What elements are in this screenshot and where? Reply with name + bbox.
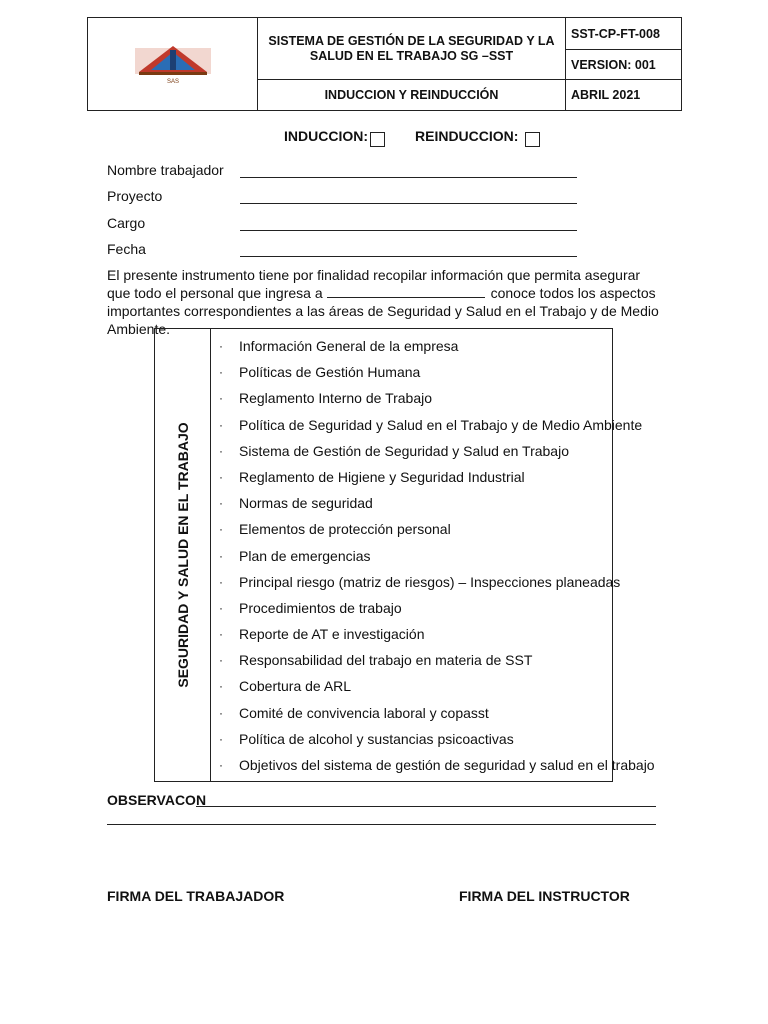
nombre-trabajador-field[interactable] [240,177,577,178]
topic-item-label: Política de alcohol y sustancias psicoactivas [239,730,514,747]
topic-item [211,412,643,438]
topic-item-label: Información General de la empresa [239,338,459,354]
topic-item [211,700,612,726]
cargo-label: Cargo [107,215,146,231]
topic-item [211,673,612,699]
company-logo [133,42,213,86]
topic-item-label: Normas de seguridad [239,495,373,512]
topic-item [211,752,655,778]
bullet-icon: · [219,627,223,642]
topic-item [211,385,612,411]
topic-item-label: Plan de emergencias [239,547,371,564]
intro-text-part1: El presente instrumento tiene por finalidad recopilar información que permita asegurar que todo el personal que ingresa a [107,267,641,301]
bullet-icon: · [219,417,223,432]
topic-item-label: Comité de convivencia laboral y copasst [239,704,489,721]
bullet-icon: · [219,522,223,537]
topic-item [211,333,612,359]
bullet-icon: · [219,365,223,380]
intro-text-part2: conoce todos los aspectos importantes correspondientes a las áreas de Seguridad y Salud en el Trabajo y de Medio Ambiente. [107,285,659,337]
topic-item [211,726,612,752]
topic-item-label: Reporte de AT e investigación [239,626,425,643]
observations-line-1[interactable] [196,806,656,807]
topic-item-label: Sistema de Gestión de Seguridad y Salud en Trabajo [239,442,569,459]
topics-side-label: SEGURIDAD Y SALUD EN EL TRABAJO [175,422,191,688]
topic-item [211,595,612,621]
bullet-icon: · [219,653,223,668]
topic-item-label: Reglamento Interno de Trabajo [239,390,433,407]
topic-item-label: Reglamento de Higiene y Seguridad Industrial [239,468,525,485]
proyecto-label: Proyecto [107,188,163,204]
logo-tower [170,50,176,70]
bullet-icon: · [219,339,223,353]
reinduccion-label: REINDUCCION: [415,128,519,144]
proyecto-field[interactable] [240,203,577,204]
reinduccion-checkbox[interactable] [525,132,540,147]
fecha-field[interactable] [240,256,577,257]
induccion-checkbox[interactable] [370,132,385,147]
topic-item [211,647,612,673]
induccion-label: INDUCCION: [284,128,368,144]
topic-item [211,490,612,516]
topics-list [211,333,655,778]
topic-item-label: Responsabilidad del trabajo en materia de SST [239,652,533,669]
nombre-trabajador-label: Nombre trabajador [107,162,224,178]
header-table [87,17,682,111]
document-title: SISTEMA DE GESTIÓN DE LA SEGURIDAD Y LA SALUD EN EL TRABAJO SG –SST [258,18,566,80]
cargo-field[interactable] [240,230,577,231]
bullet-icon: · [219,574,223,589]
logo-cell [88,18,258,111]
topic-item-label: Cobertura de ARL [239,678,352,695]
topic-item [211,516,612,542]
topic-item-label: Principal riesgo (matriz de riesgos) – Inspecciones planeadas [239,573,621,590]
fecha-label: Fecha [107,241,146,257]
topics-table [154,328,655,782]
logo-base [139,72,207,75]
topic-item [211,621,612,647]
bullet-icon: · [219,600,223,615]
topic-item [211,569,621,595]
observations-label: OBSERVACON [107,792,207,808]
bullet-icon: · [219,705,223,720]
bullet-icon: · [219,679,223,694]
document-subtitle: INDUCCION Y REINDUCCIÓN [258,80,566,111]
bullet-icon: · [219,758,223,772]
topic-item [211,543,612,569]
topic-item-label: Procedimientos de trabajo [239,599,402,616]
topic-item [211,464,612,490]
bullet-icon: · [219,496,223,511]
topic-item [211,438,612,464]
topic-item-label: Políticas de Gestión Humana [239,364,421,381]
bullet-icon: · [219,391,223,406]
logo-text: SAS [166,79,179,85]
topic-item-label: Objetivos del sistema de gestión de seguridad y salud en el trabajo [239,757,655,773]
bullet-icon: · [219,469,223,484]
bullet-icon: · [219,548,223,563]
document-code: SST-CP-FT-008 [566,18,682,50]
induction-type-selector [0,128,768,148]
document-version: VERSION: 001 [566,50,682,80]
bullet-icon: · [219,731,223,746]
topics-side-column [155,329,211,781]
topic-item-label: Política de Seguridad y Salud en el Trabajo y de Medio Ambiente [239,416,643,433]
instructor-signature-label: FIRMA DEL INSTRUCTOR [459,888,630,904]
company-name-blank[interactable] [327,285,485,298]
document-date: ABRIL 2021 [566,80,682,111]
observations-line-2[interactable] [107,824,656,825]
topic-item [211,359,612,385]
worker-signature-label: FIRMA DEL TRABAJADOR [107,888,285,904]
bullet-icon: · [219,443,223,458]
topic-item-label: Elementos de protección personal [239,521,451,538]
